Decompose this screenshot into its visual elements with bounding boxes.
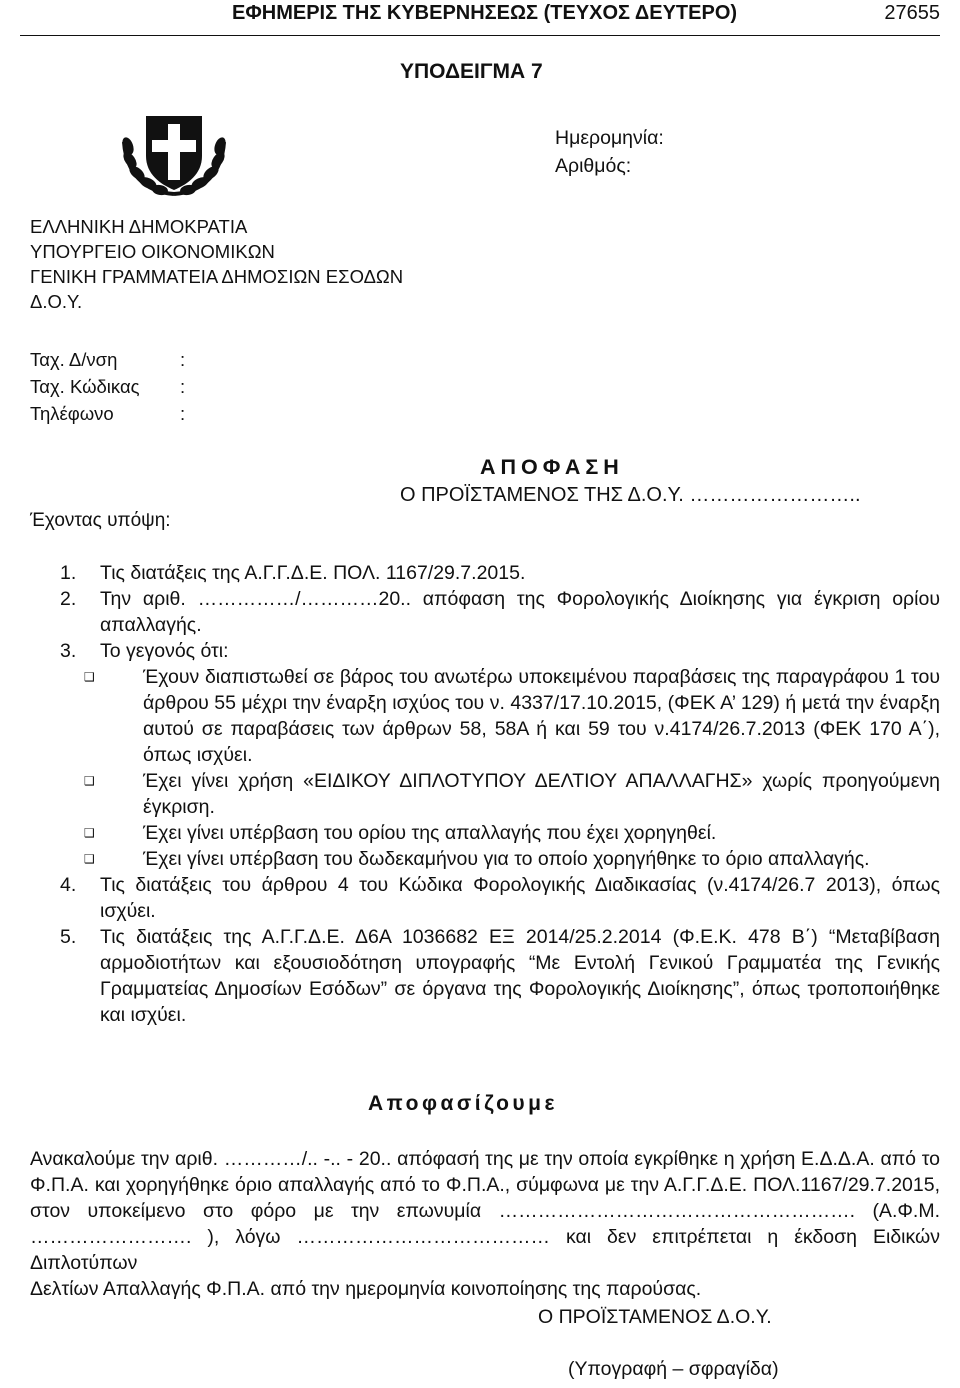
item-text: Τις διατάξεις της Α.Γ.Γ.Δ.Ε. Δ6Α 1036682 ΕΞ 2014/25.2.2014 (Φ.Ε.Κ. 478 Β΄) “Μεταβίβαση αρμοδιοτήτων και εξουσιοδότηση υπογραφής “Με Εντολή Γενικού Γραμματέα της Γενικής Γραμματείας Δημοσίων Εσόδων” σε όργανα της Φορολογικής Διοίκησης”, όπως τροποποιήθηκε και ισχύει. [100, 926, 940, 1026]
item-text: Την αριθ. ……………/…………20.. απόφαση της Φορολογικής Διοίκησης για έγκριση ορίου απαλλαγής. [100, 588, 940, 636]
item-number: 2. [60, 588, 77, 610]
decision-text: Ανακαλούμε την αριθ. …………/.. -.. - 20.. απόφασή της με την οποία εγκρίθηκε η χρήση Ε.Δ.Δ.Α. από το Φ.Π.Α. και χορηγήθηκε όριο απαλλαγής από το Φ.Π.Α., σύμφωνα με την Α.Γ.Γ.Δ.Ε. ΠΟΛ.1167/29.7.2015, στον υποκείμενο στο φόρο με την επωνυμία ………………………………………………. (Α.Φ.Μ. ……………………. ), λόγω ………………………………… και δεν επιτρέπεται η έκδοση Ειδικών Διπλοτύπων [30, 1148, 940, 1274]
date-number-block [555, 124, 664, 180]
checkbox-icon: ❑ [84, 774, 95, 788]
greek-state-emblem-icon [104, 102, 244, 202]
checkbox-icon: ❑ [84, 670, 95, 684]
phone-label: Τηλέφωνο [30, 403, 114, 424]
gazette-title: ΕΦΗΜΕΡΙΣ ΤΗΣ ΚΥΒΕΡΝΗΣΕΩΣ (ΤΕΥΧΟΣ ΔΕΥΤΕΡΟ) [232, 2, 738, 24]
head-of-office-title: Ο ΠΡΟΪΣΤΑΜΕΝΟΣ ΤΗΣ Δ.Ο.Υ. …………………….. [400, 484, 861, 506]
bullet-item [60, 846, 940, 872]
list-item [60, 586, 940, 638]
number-label: Αριθμός: [555, 155, 632, 177]
contact-block [30, 346, 185, 427]
org-line-4: Δ.Ο.Υ. [30, 291, 83, 312]
item-number: 1. [60, 562, 77, 584]
date-label: Ημερομηνία: [555, 127, 664, 149]
org-line-3: ΓΕΝΙΚΗ ΓΡΑΜΜΑΤΕΙΑ ΔΗΜΟΣΙΩΝ ΕΣΟΔΩΝ [30, 266, 404, 287]
sample-title: ΥΠΟΔΕΙΓΜΑ 7 [400, 60, 543, 83]
bullet-text: Έχει γίνει χρήση «ΕΙΔΙΚΟΥ ΔΙΠΛΟΤΥΠΟΥ ΔΕΛΤΙΟΥ ΑΠΑΛΛΑΓΗΣ» χωρίς προηγούμενη έγκριση. [143, 770, 940, 818]
bullet-item [60, 820, 940, 846]
page-number: 27655 [884, 2, 940, 24]
list-item [60, 924, 940, 1028]
phone-colon: : [180, 403, 186, 424]
checkbox-icon: ❑ [84, 826, 95, 840]
bullet-text: Έχει γίνει υπέρβαση του ορίου της απαλλαγής που έχει χορηγηθεί. [143, 822, 717, 844]
postcode-colon: : [180, 376, 186, 397]
signatory-title: Ο ΠΡΟΪΣΤΑΜΕΝΟΣ Δ.Ο.Υ. [538, 1306, 772, 1328]
checkbox-icon: ❑ [84, 852, 95, 866]
organization-block [30, 214, 403, 314]
item-text: Τις διατάξεις της Α.Γ.Γ.Δ.Ε. ΠΟΛ. 1167/29.7.2015. [100, 562, 526, 584]
address-colon: : [180, 349, 186, 370]
item-number: 3. [60, 640, 77, 662]
header-divider [20, 35, 940, 36]
bullet-text: Έχουν διαπιστωθεί σε βάρος του ανωτέρω υποκειμένου παραβάσεις της παραγράφου 1 του άρθρου 55 μέχρι την έναρξη ισχύος του ν. 4337/17.10.2015, (ΦΕΚ Α’ 129) ή μετά την έναρξη αυτού σε παραβάσεις των άρθρων 58, 58Α ή και 59 του ν.4174/26.7.2013 (ΦΕΚ 170 Α΄), όπως ισχύει. [143, 666, 940, 766]
address-row [30, 346, 185, 373]
phone-row [30, 400, 185, 427]
list-item [60, 560, 940, 586]
item-text: Το γεγονός ότι: [100, 640, 229, 662]
item-text: Τις διατάξεις του άρθρου 4 του Κώδικα Φορολογικής Διαδικασίας (ν.4174/26.7 2013), όπως ισχύει. [100, 874, 940, 922]
signature-stamp-note: (Υπογραφή – σφραγίδα) [568, 1358, 779, 1380]
decision-body [30, 1146, 940, 1302]
list-item [60, 638, 940, 664]
decision-text-last: Δελτίων Απαλλαγής Φ.Π.Α. από την ημερομηνία κοινοποίησης της παρούσας. [30, 1278, 702, 1300]
postcode-row [30, 373, 185, 400]
list-item [60, 872, 940, 924]
org-line-1: ΕΛΛΗΝΙΚΗ ΔΗΜΟΚΡΑΤΙΑ [30, 216, 248, 237]
postcode-label: Ταχ. Κώδικας [30, 376, 140, 397]
considerations-list [60, 560, 940, 1028]
we-decide-heading: Αποφασίζουμε [368, 1092, 558, 1115]
bullet-text: Έχει γίνει υπέρβαση του δωδεκαμήνου για το οποίο χορηγήθηκε το όριο απαλλαγής. [143, 848, 870, 870]
item-number: 4. [60, 874, 77, 896]
org-line-2: ΥΠΟΥΡΓΕΙΟ ΟΙΚΟΝΟΜΙΚΩΝ [30, 241, 275, 262]
decision-title: ΑΠΟΦΑΣΗ [480, 455, 624, 479]
item-number: 5. [60, 926, 77, 948]
bullet-item [60, 768, 940, 820]
considering-label: Έχοντας υπόψη: [30, 510, 171, 531]
bullet-item [60, 664, 940, 768]
address-label: Ταχ. Δ/νση [30, 349, 118, 370]
